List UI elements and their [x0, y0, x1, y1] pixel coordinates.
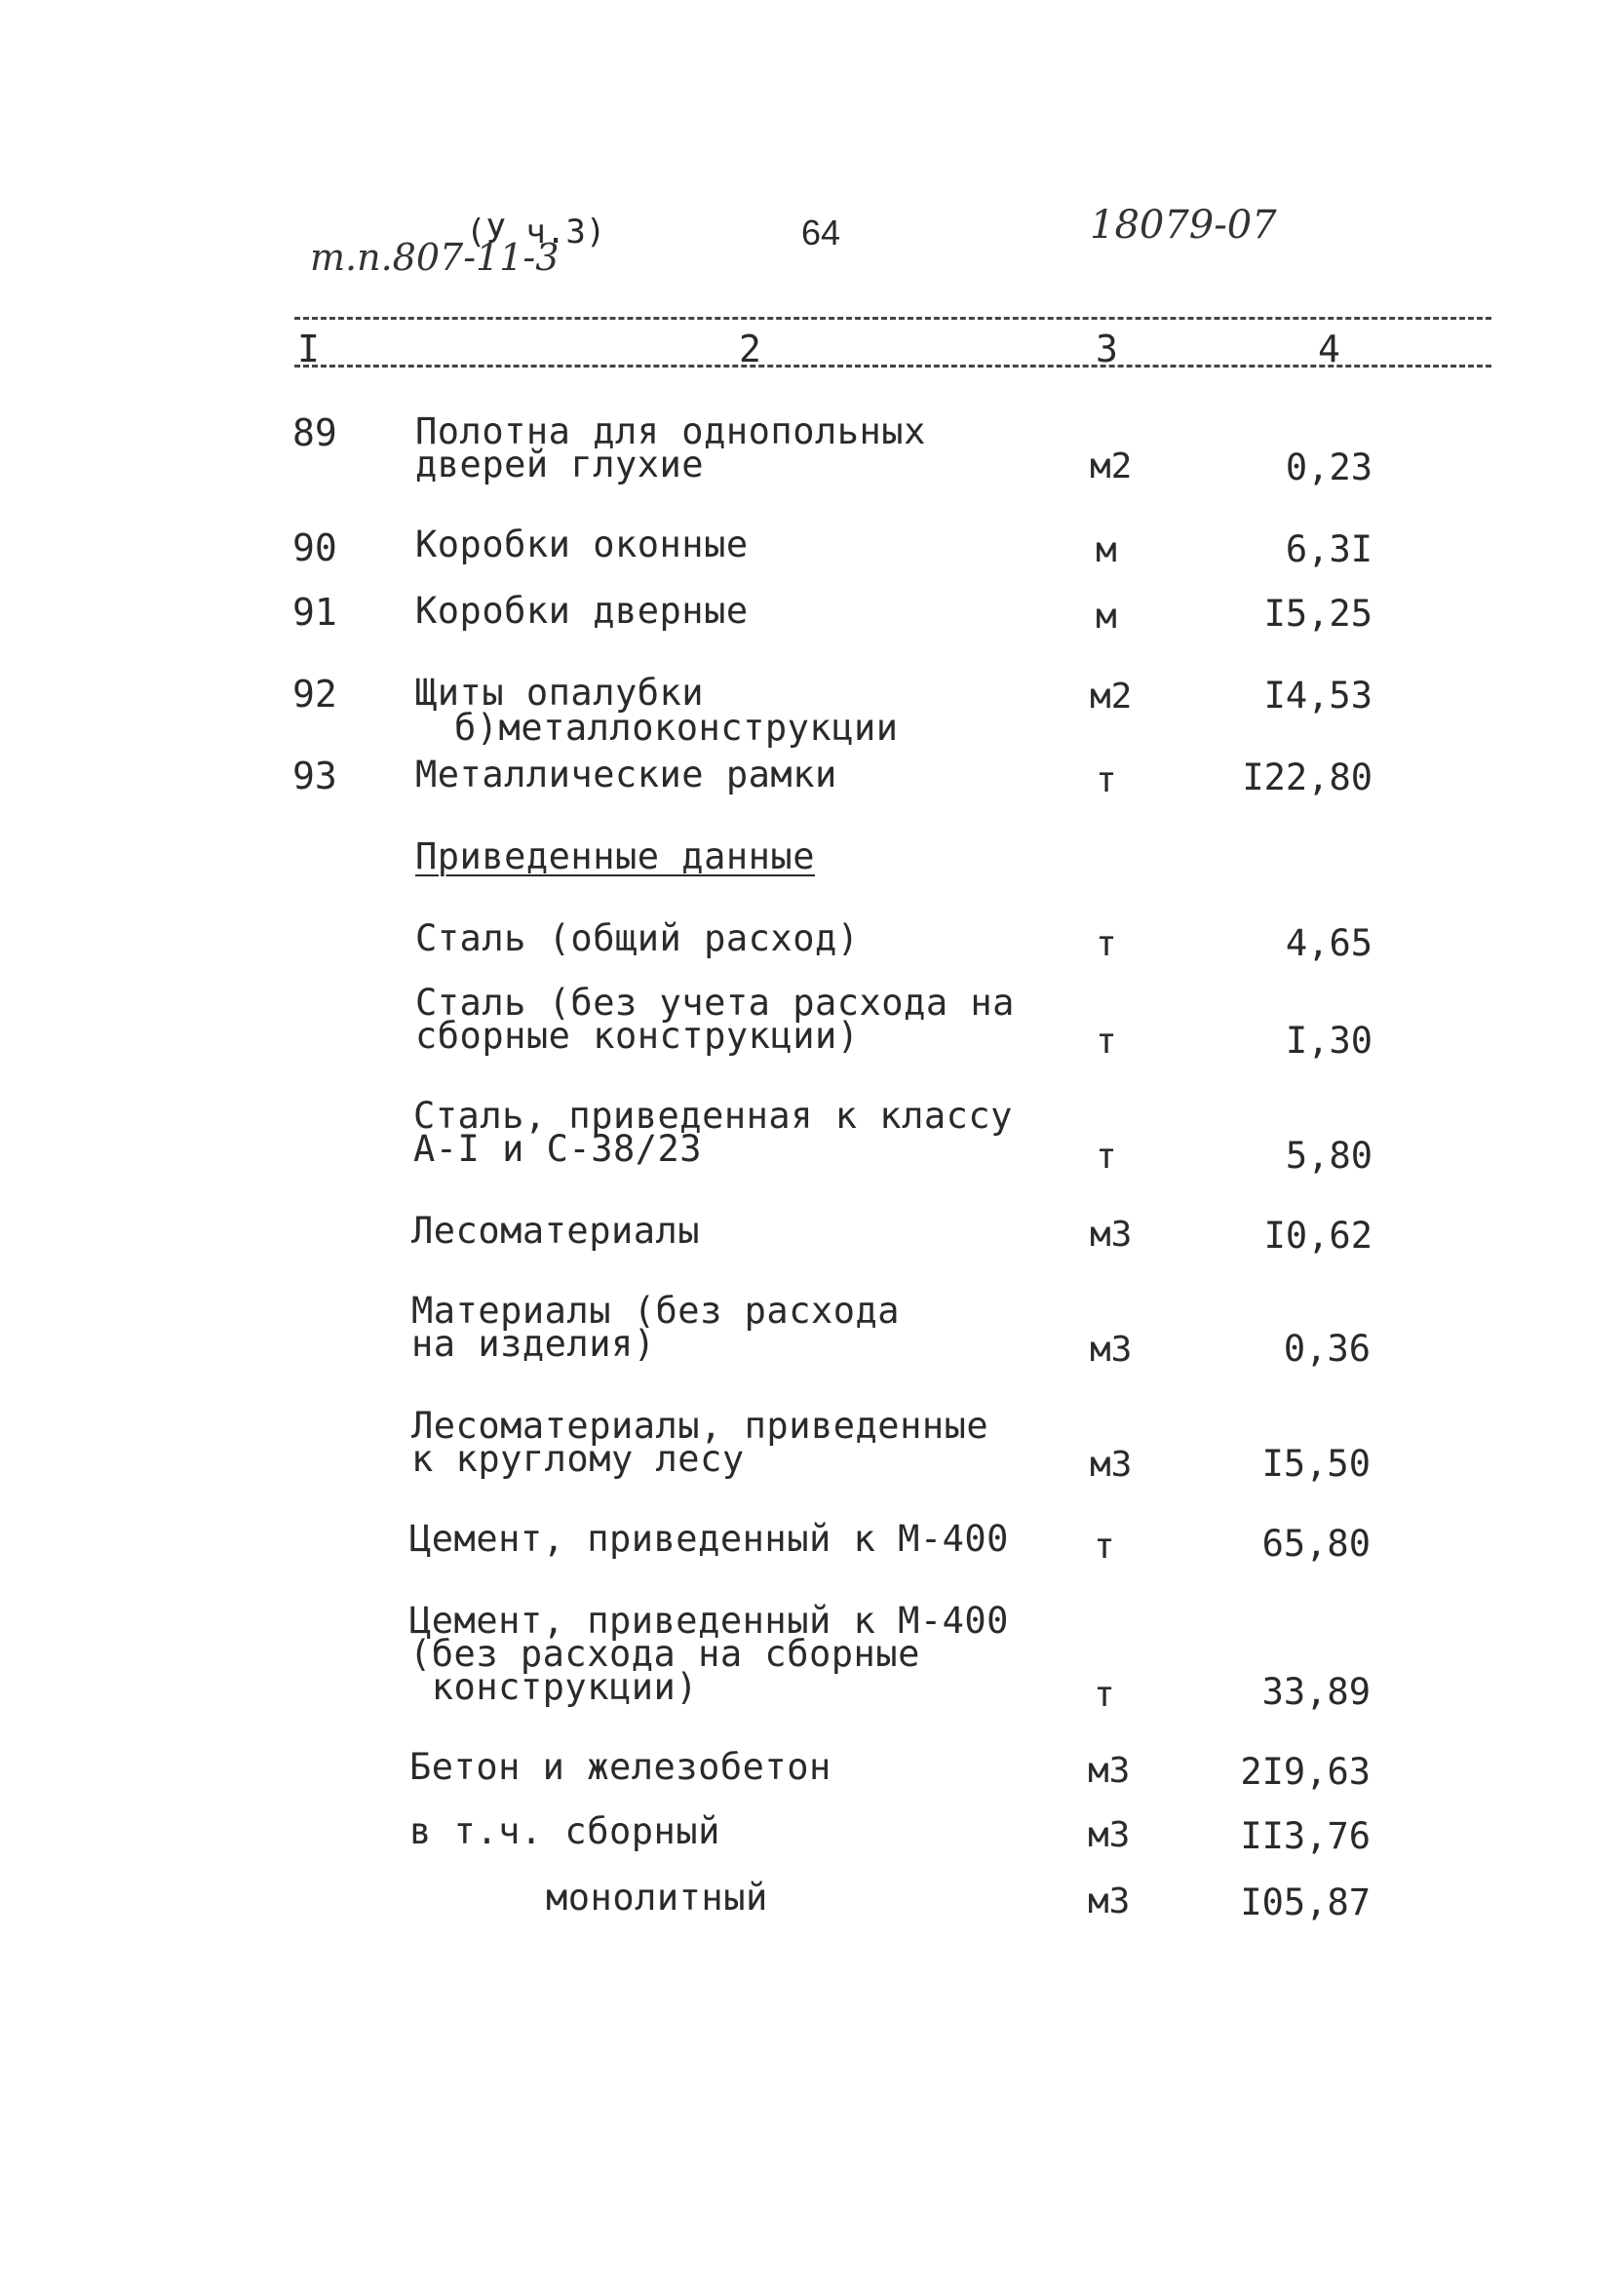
- row-unit: м3: [1088, 1815, 1131, 1855]
- row-value: 0,36: [1283, 1328, 1371, 1370]
- row-unit: т: [1096, 760, 1117, 800]
- col-header-1: I: [297, 328, 320, 370]
- page-number: 64: [801, 213, 841, 252]
- row-unit: т: [1094, 1527, 1115, 1567]
- row-value: 5,80: [1285, 1135, 1373, 1177]
- row-name-line: Металлические рамки: [415, 754, 837, 795]
- row-unit: м2: [1090, 446, 1133, 486]
- header-rule-bottom: [294, 365, 1491, 368]
- row-name-line: дверей глухие: [415, 444, 705, 485]
- row-value: I4,53: [1263, 675, 1373, 717]
- row-value: I5,50: [1261, 1443, 1371, 1485]
- row-unit: м2: [1090, 677, 1133, 717]
- row-value: 2I9,63: [1240, 1751, 1371, 1793]
- row-unit: м3: [1090, 1330, 1133, 1370]
- row-name-line: Материалы (без расхода: [411, 1290, 901, 1332]
- row-name-line: в т.ч. сборный: [409, 1810, 720, 1852]
- col-header-2: 2: [739, 328, 761, 370]
- row-name-line: Сталь, приведенная к классу: [413, 1095, 1013, 1137]
- archive-number: 18079-07: [1090, 203, 1277, 248]
- row-name-line: Сталь (общий расход): [415, 917, 860, 959]
- row-unit: м3: [1090, 1445, 1133, 1485]
- row-number: 89: [292, 411, 337, 454]
- col-header-4: 4: [1318, 328, 1340, 370]
- row-unit: т: [1096, 1137, 1117, 1177]
- row-name-line: Цемент, приведенный к М-400: [409, 1600, 1009, 1642]
- row-unit: м3: [1090, 1215, 1133, 1255]
- row-number: 90: [292, 526, 337, 569]
- row-name-line: (без расхода на сборные: [409, 1633, 920, 1675]
- row-value: 4,65: [1285, 922, 1373, 964]
- subsection-heading: б)металлоконструкции: [454, 707, 899, 749]
- row-name-line: Цемент, приведенный к М-400: [409, 1518, 1009, 1560]
- doc-code: т.п.807-11-3: [310, 236, 560, 279]
- row-value: II3,76: [1240, 1815, 1371, 1857]
- section-title: Приведенные данные: [415, 835, 815, 877]
- row-name-line: Бетон и железобетон: [409, 1746, 831, 1788]
- row-name-line: Лесоматериалы, приведенные: [411, 1405, 989, 1447]
- row-value: 65,80: [1261, 1523, 1371, 1565]
- row-name-line: на изделия): [411, 1323, 656, 1365]
- row-value: 0,23: [1285, 446, 1373, 488]
- row-name-line: сборные конструкции): [415, 1015, 860, 1057]
- volume-note: (У ч.3): [466, 213, 606, 252]
- row-unit: м: [1096, 530, 1117, 570]
- row-value: I22,80: [1242, 756, 1373, 798]
- row-unit: т: [1094, 1675, 1115, 1715]
- row-name-line: Щиты опалубки: [415, 672, 705, 714]
- row-name-line: Коробки дверные: [415, 590, 749, 632]
- col-header-3: 3: [1096, 328, 1118, 370]
- row-value: 33,89: [1261, 1671, 1371, 1713]
- row-name-line: конструкции): [409, 1666, 699, 1708]
- row-value: I,30: [1285, 1020, 1373, 1062]
- row-name-line: А-I и С-38/23: [413, 1128, 703, 1170]
- row-unit: м3: [1088, 1881, 1131, 1921]
- row-number: 92: [292, 673, 337, 716]
- row-unit: м: [1096, 597, 1117, 637]
- row-number: 91: [292, 591, 337, 634]
- row-value: I05,87: [1240, 1881, 1371, 1923]
- header-rule-top: [294, 317, 1491, 320]
- row-value: I5,25: [1263, 593, 1373, 635]
- row-name-line: Полотна для однопольных: [415, 410, 926, 452]
- row-name-line: Сталь (без учета расхода на: [415, 982, 1015, 1024]
- row-unit: м3: [1088, 1751, 1131, 1791]
- row-name-line: монолитный: [546, 1877, 768, 1919]
- row-value: I0,62: [1263, 1215, 1373, 1257]
- row-name-line: Коробки оконные: [415, 524, 749, 565]
- row-number: 93: [292, 755, 337, 797]
- row-name-line: Лесоматериалы: [411, 1210, 701, 1252]
- row-unit: т: [1096, 1022, 1117, 1062]
- row-unit: т: [1096, 924, 1117, 964]
- row-name-line: к круглому лесу: [411, 1438, 745, 1480]
- row-value: 6,3I: [1285, 528, 1373, 570]
